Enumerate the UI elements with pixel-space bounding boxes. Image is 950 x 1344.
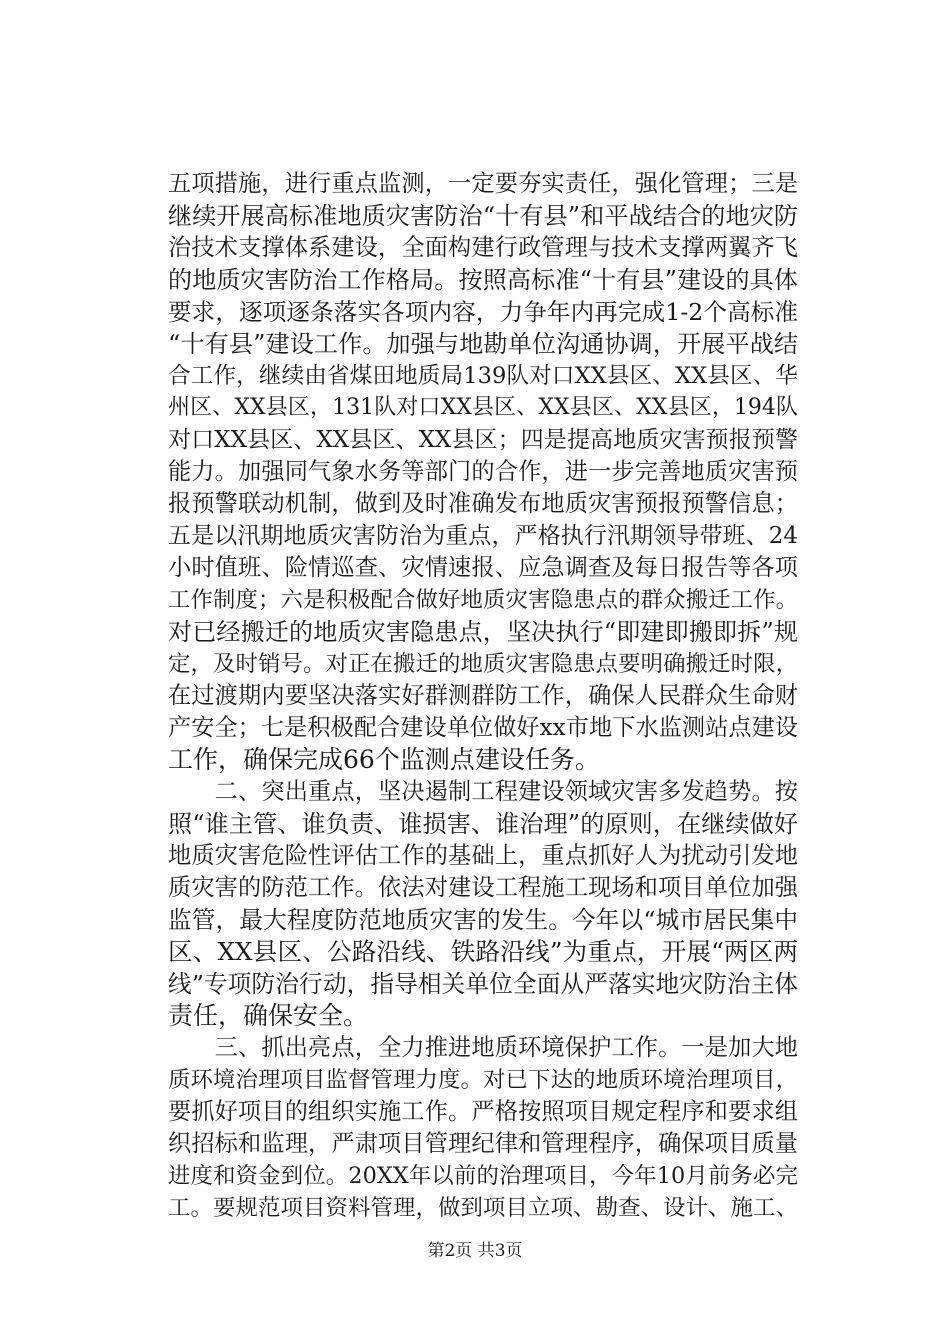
text-line: 三、抓出亮点，全力推进地质环境保护工作。一是加大地: [168, 1034, 798, 1061]
text-line: “十有县”建设工作。加强与地勘单位沟通协调，开展平战结: [168, 330, 798, 358]
text-line: 要抓好项目的组织实施工作。严格按照项目规定程序和要求组: [168, 1098, 798, 1125]
text-line: 工作制度；六是积极配合做好地质灾害隐患点的群众搬迁工作。: [168, 587, 798, 613]
text-line: 质灾害的防范工作。依法对建设工程施工现场和项目单位加强: [168, 874, 798, 901]
text-line: 继续开展高标准地质灾害防治“十有县”和平战结合的地灾防: [168, 202, 798, 230]
body-text: [168, 168, 798, 1224]
text-line: 治技术支撑体系建设，全面构建行政管理与技术支撑两翼齐飞: [168, 234, 798, 261]
text-line: 监管，最大程度防范地质灾害的发生。今年以“城市居民集中: [168, 906, 798, 934]
page-number-footer: 第2页 共3页: [427, 1241, 523, 1261]
text-line: 对口XX县区、XX县区、XX县区；四是提高地质灾害预报预警: [168, 427, 798, 453]
text-line: 能力。加强同气象水务等部门的合作，进一步完善地质灾害预: [168, 458, 798, 485]
text-line: 对已经搬迁的地质灾害隐患点，坚决执行“即建即搬即拆”规: [168, 618, 798, 646]
text-line: 五是以汛期地质灾害防治为重点，严格执行汛期领导带班、24: [168, 523, 798, 549]
text-line: 区、XX县区、公路沿线、铁路沿线”为重点，开展“两区两: [168, 937, 798, 966]
text-line: 在过渡期内要坚决落实好群测群防工作，确保人民群众生命财: [168, 682, 798, 709]
text-line: 小时值班、险情巡查、灾情速报、应急调查及每日报告等各项: [168, 554, 798, 581]
text-line: 州区、XX县区，131队对口XX县区、XX县区、XX县区，194队: [168, 395, 798, 420]
text-line: 照“谁主管、谁负责、谁损害、谁治理”的原则，在继续做好: [168, 810, 798, 838]
text-line: 五项措施，进行重点监测，一定要夯实责任，强化管理；三是: [168, 170, 798, 197]
text-line: 线”专项防治行动，指导相关单位全面从严落实地灾防治主体: [168, 970, 798, 998]
text-line: 责任，确保安全。: [168, 1001, 369, 1030]
text-line: 质环境治理项目监督管理力度。对已下达的地质环境治理项目，: [168, 1067, 798, 1093]
text-line: 工作，确保完成66个监测点建设任务。: [168, 745, 600, 774]
text-line: 定，及时销号。对正在搬迁的地质灾害隐患点要明确搬迁时限，: [168, 651, 798, 677]
text-line: 的地质灾害防治工作格局。按照高标准“十有县”建设的具体: [168, 266, 798, 294]
text-line: 产安全；七是积极配合建设单位做好xx市地下水监测站点建设: [168, 715, 798, 741]
text-line: 织招标和监理，严肃项目管理纪律和管理程序，确保项目质量: [168, 1130, 798, 1157]
text-line: 报预警联动机制，做到及时准确发布地质灾害预报预警信息；: [168, 490, 798, 517]
text-line: 合工作，继续由省煤田地质局139队对口XX县区、XX县区、华: [168, 363, 798, 389]
text-line: 进度和资金到位。20XX年以前的治理项目，今年10月前务必完: [168, 1163, 798, 1189]
text-line: 工。要规范项目资料管理，做到项目立项、勘查、设计、施工、: [168, 1195, 798, 1221]
text-line: 要求，逐项逐条落实各项内容，力争年内再完成1-2个高标准: [168, 298, 798, 326]
text-line: 地质灾害危险性评估工作的基础上，重点抓好人为扰动引发地: [168, 842, 798, 869]
text-line: 二、突出重点，坚决遏制工程建设领域灾害多发趋势。按: [168, 778, 798, 805]
